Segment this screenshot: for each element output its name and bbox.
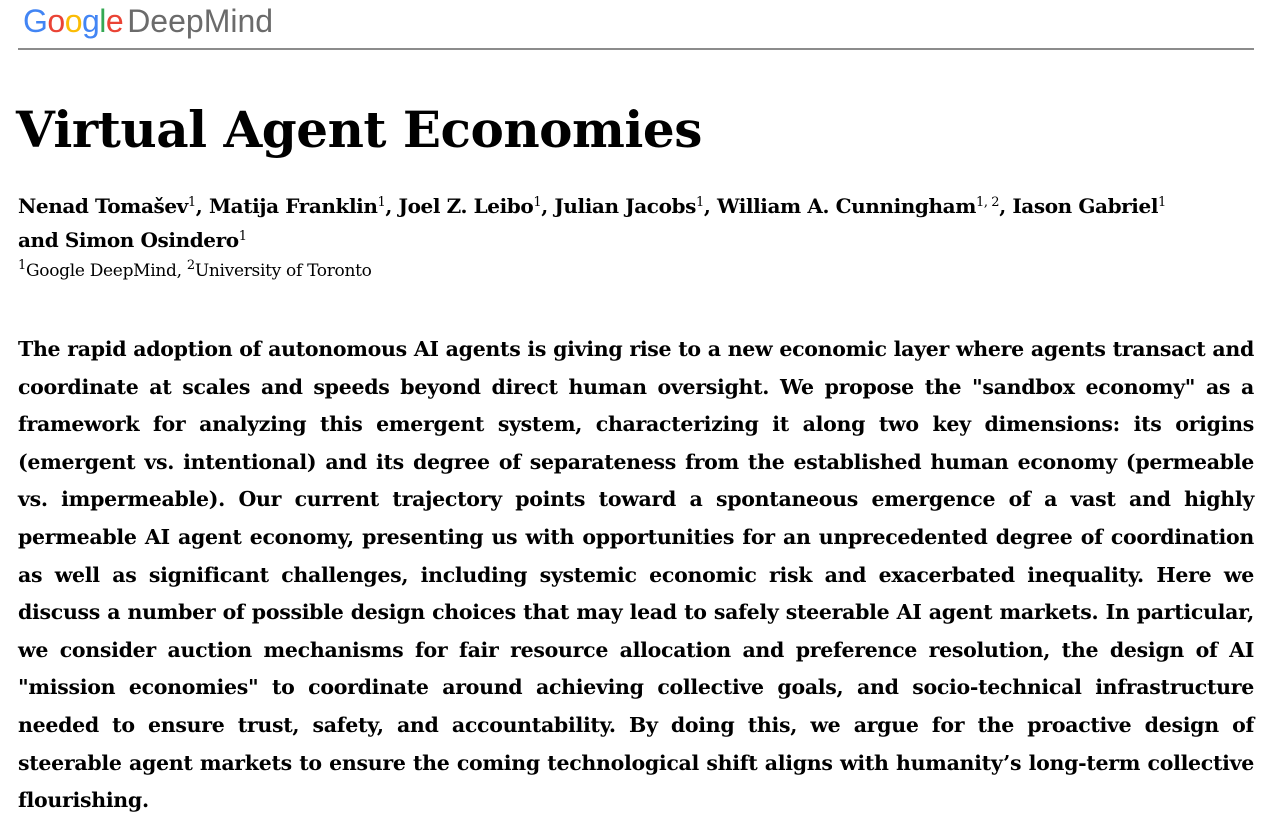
author-name: Matija Franklin	[208, 194, 378, 218]
author-separator: ,	[703, 194, 717, 218]
author-affiliation-mark: 1	[377, 195, 386, 210]
author-separator: ,	[385, 194, 399, 218]
author-affiliation-mark: 1	[238, 229, 247, 244]
affiliation-name: University of Toronto	[194, 261, 372, 281]
paper-title: Virtual Agent Economies	[16, 100, 702, 159]
author-affiliation-mark: 1	[695, 195, 704, 210]
author-name: William A. Cunningham	[717, 194, 976, 218]
author-affiliation-mark: 1	[187, 195, 196, 210]
author-separator: ,	[195, 194, 209, 218]
affiliation-number: 1	[18, 258, 26, 273]
author-affiliation-mark: 1	[533, 195, 542, 210]
author-separator: and	[18, 228, 65, 252]
author-list	[18, 189, 1258, 257]
abstract-text: The rapid adoption of autonomous AI agents is giving rise to a new economic layer where agents transact and coordinate at scales and speeds beyond direct human oversight. We propose the "sandbox economy" as a framework for analyzing this emergent system, characterizing it along two key dimensions: its origins (emergent vs. intentional) and its degree of separateness from the established human economy (permeable vs. impermeable). Our current trajectory points toward a spontaneous emergence of a vast and highly permeable AI agent economy, presenting us with opportunities for an unprecedented degree of coordination as well as significant challenges, including systemic economic risk and exacerbated inequality. Here we discuss a number of possible design choices that may lead to safely steerable AI agent markets. In particular, we consider auction mechanisms for fair resource allocation and preference resolution, the design of AI "mission economies" to coordinate around achieving collective goals, and socio-technical infrastructure needed to ensure trust, safety, and accountability. By doing this, we argue for the proactive design of steerable agent markets to ensure the coming technological shift aligns with humanity’s long-term collective flourishing.	[18, 337, 1254, 813]
author-separator: ,	[999, 194, 1013, 218]
author-affiliation-mark: 1, 2	[975, 195, 1000, 210]
author-name: Julian Jacobs	[554, 194, 696, 218]
logo-letter: g	[81, 3, 100, 39]
author-name: Joel Z. Leibo	[398, 194, 534, 218]
logo-letter: e	[105, 3, 124, 39]
logo-letter: G	[23, 3, 48, 39]
logo-product-name: DeepMind	[127, 3, 274, 39]
header-divider	[18, 48, 1254, 50]
author-name: Iason Gabriel	[1012, 194, 1159, 218]
author-affiliation-mark: 1	[1158, 195, 1166, 210]
author-name: Nenad Tomašev	[18, 194, 188, 218]
affiliation-separator: ,	[176, 261, 187, 281]
author-name: Simon Osindero	[64, 228, 239, 252]
affiliation-number: 2	[186, 258, 195, 273]
affiliation-list	[18, 258, 372, 284]
google-deepmind-logo	[23, 3, 273, 39]
logo-letter: o	[64, 3, 82, 39]
logo-letter: l	[99, 3, 106, 39]
affiliation-name: Google DeepMind	[25, 261, 177, 281]
logo-letter: o	[47, 3, 65, 39]
author-separator: ,	[541, 194, 555, 218]
